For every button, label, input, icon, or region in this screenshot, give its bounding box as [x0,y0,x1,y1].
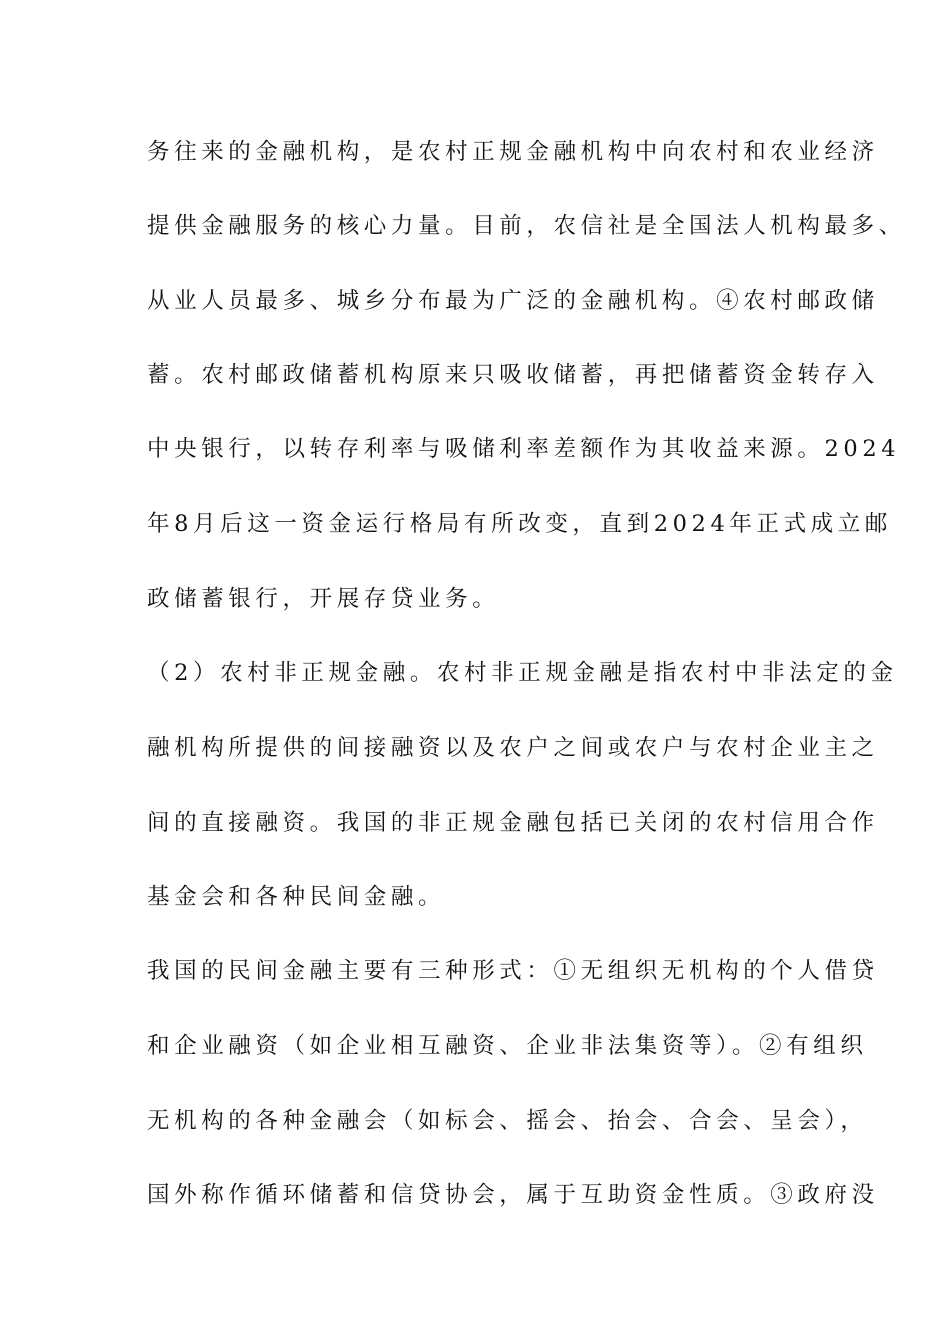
text-line-15: 国外称作循环储蓄和信贷协会，属于互助资金性质。③政府没 [147,1182,879,1208]
text-line-4: 蓄。农村邮政储蓄机构原来只吸收储蓄，再把储蓄资金转存入 [147,362,879,388]
text-line-6: 年8月后这一资金运行格局有所改变，直到2024年正式成立邮 [147,511,892,537]
text-line-9: 融机构所提供的间接融资以及农户之间或农户与农村企业主之 [147,735,879,761]
text-line-12: 我国的民间金融主要有三种形式：①无组织无机构的个人借贷 [147,958,879,984]
text-line-13: 和企业融资（如企业相互融资、企业非法集资等）。②有组织 [147,1033,868,1059]
text-line-3: 从业人员最多、城乡分布最为广泛的金融机构。④农村邮政储 [147,288,879,314]
text-line-14: 无机构的各种金融会（如标会、摇会、抬会、合会、呈会）， [147,1108,868,1134]
text-line-11: 基金会和各种民间金融。 [147,884,446,910]
text-line-7: 政储蓄银行，开展存贷业务。 [147,586,500,612]
text-line-8: （2）农村非正规金融。农村非正规金融是指农村中非法定的金 [147,660,898,686]
text-line-1: 务往来的金融机构，是农村正规金融机构中向农村和农业经济 [147,139,879,165]
text-line-5: 中央银行，以转存利率与吸储利率差额作为其收益来源。2024 [147,436,901,462]
text-line-10: 间的直接融资。我国的非正规金融包括已关闭的农村信用合作 [147,810,879,836]
text-line-2: 提供金融服务的核心力量。目前，农信社是全国法人机构最多、 [147,213,906,239]
